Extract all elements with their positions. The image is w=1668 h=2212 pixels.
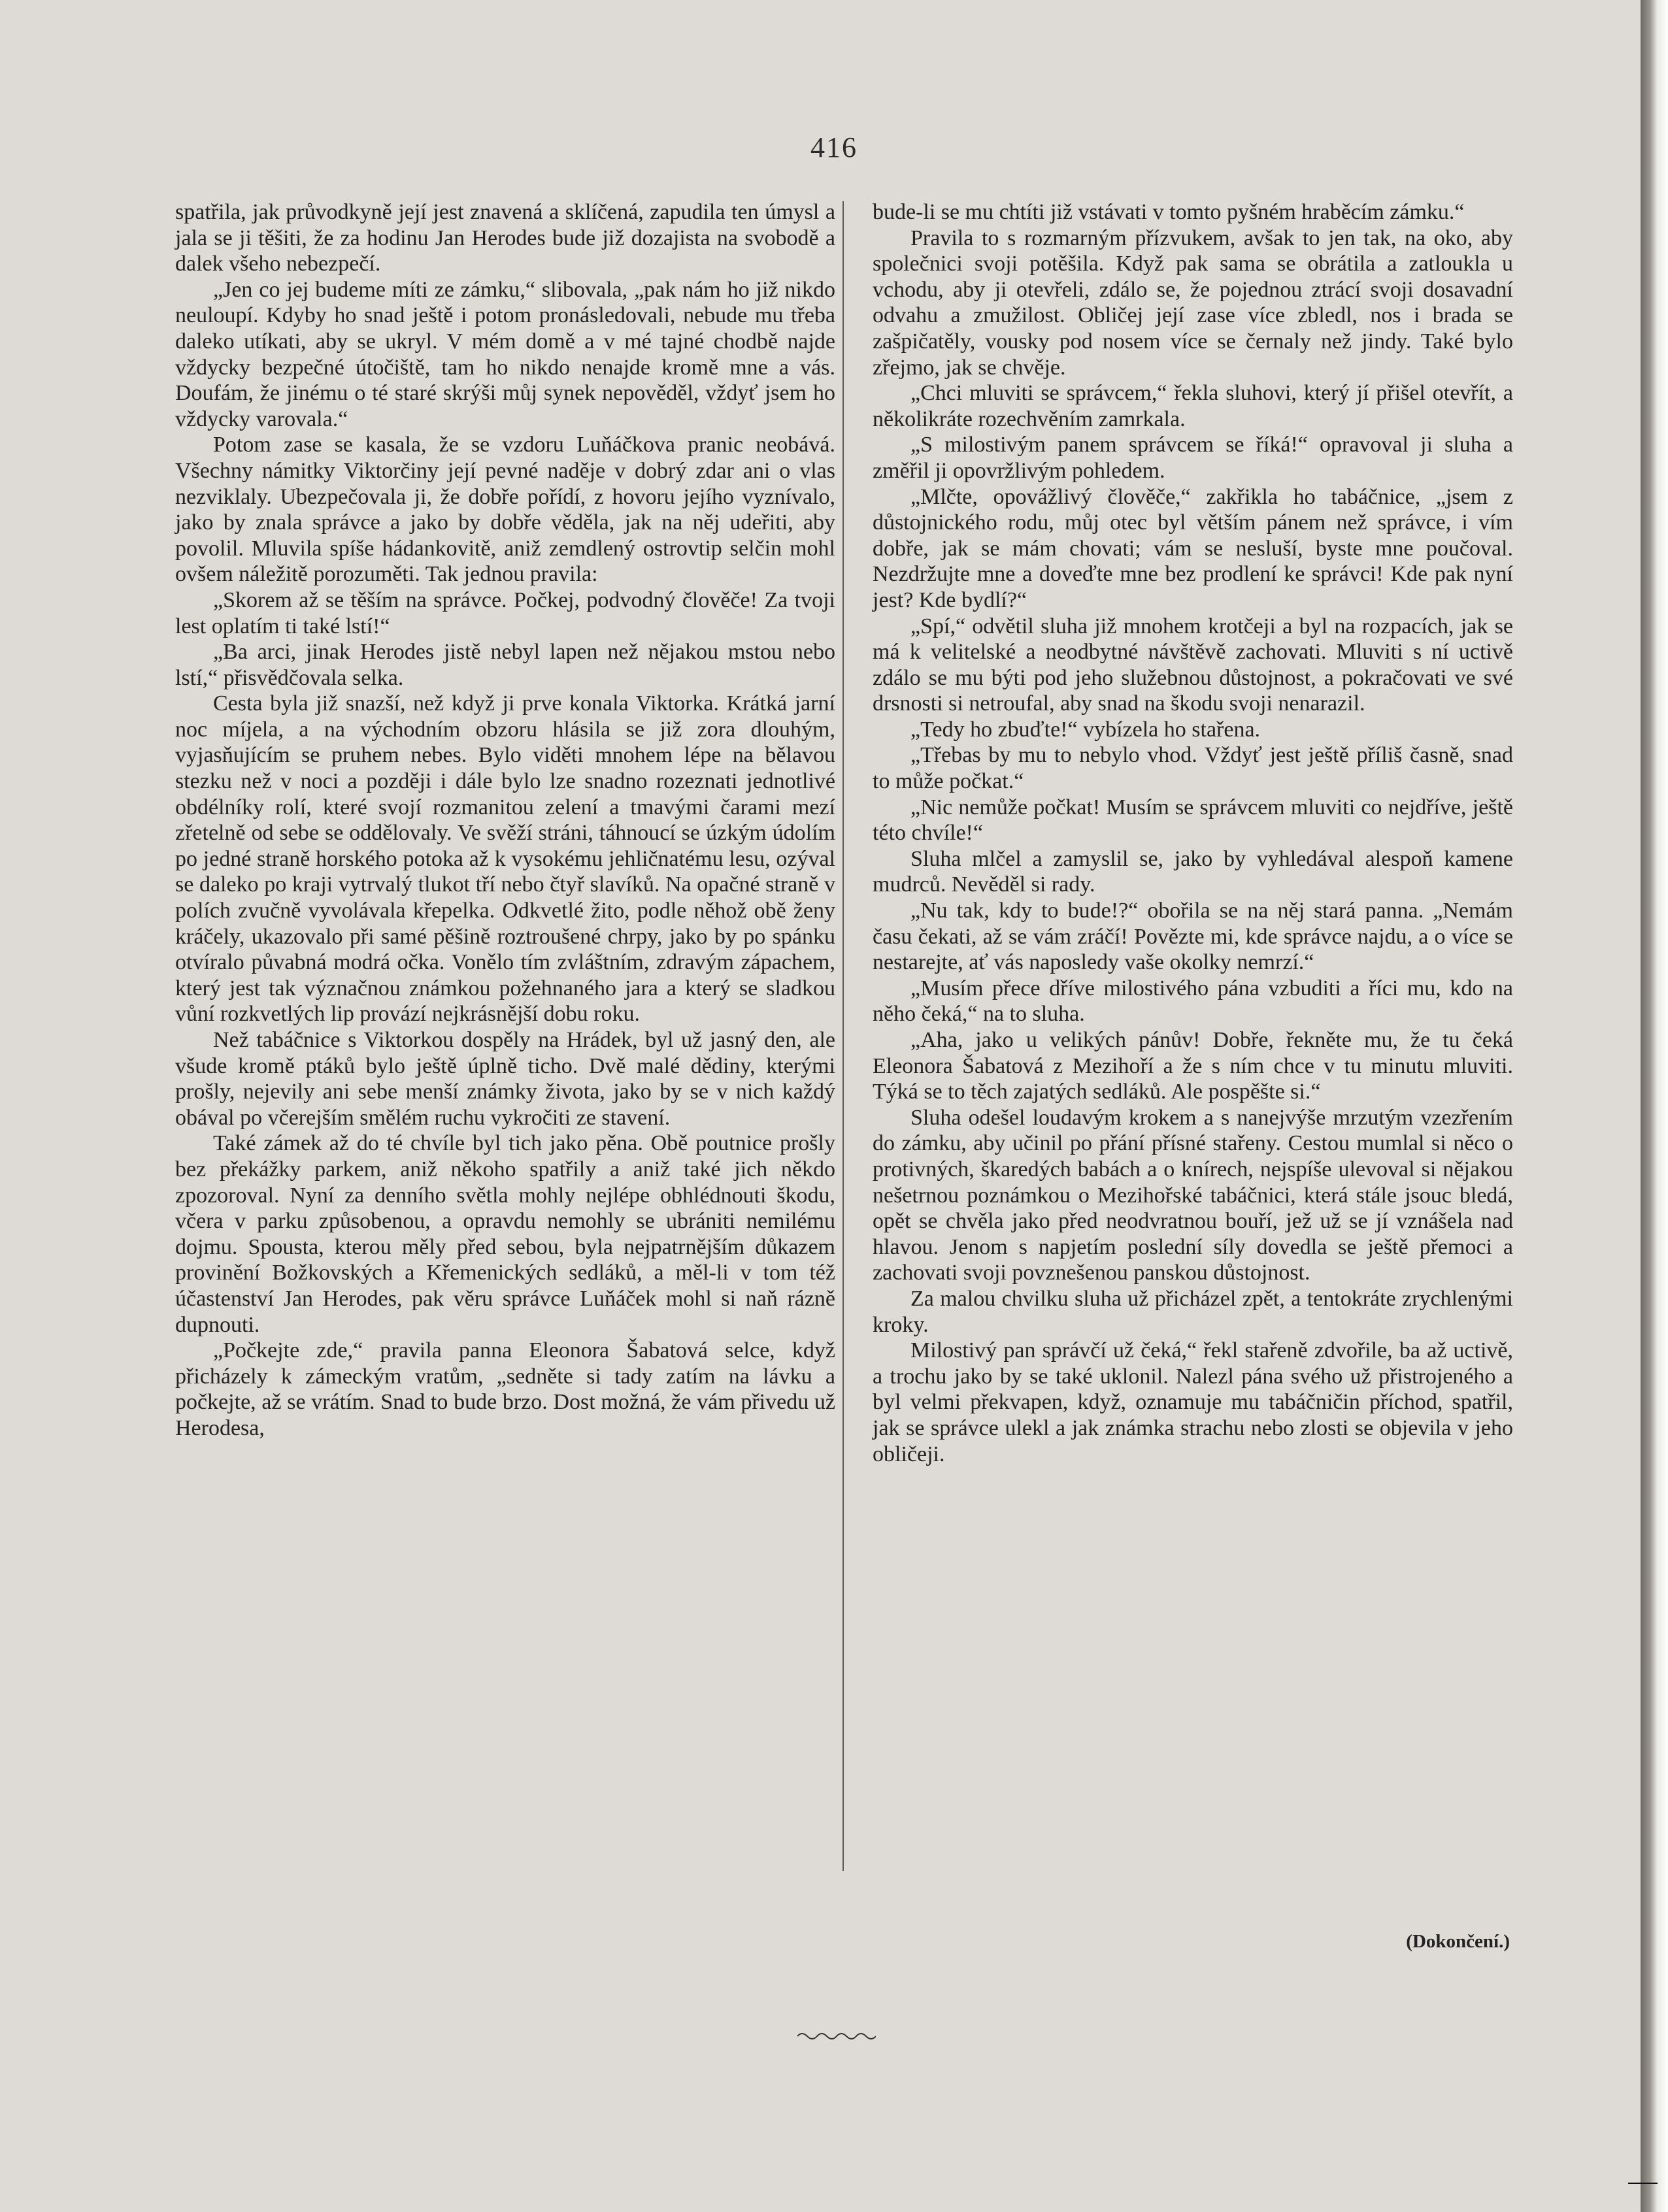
paragraph: „Nic nemůže počkat! Musím se správcem mluviti co nejdříve, ještě této chvíle!“ [873,795,1513,846]
paragraph: Pravila to s rozmarným přízvukem, avšak to jen tak, na oko, aby společnici svoji potěšila. Když pak sama se obrátila a zatloukla u vchodu, aby ji otevřeli, zdálo se, že pojednou ztrácí svoji dosavadní odvahu a zmužilost. Obličej její zase více zbledl, nos i brada se zašpičatěly, vousky pod nosem více se černaly než jindy. Také bylo zřejmo, jak se chvěje. [873,225,1513,380]
paragraph: „Skorem až se těším na správce. Počkej, podvodný člověče! Za tvoji lest oplatím ti také lstí!“ [175,587,835,638]
paragraph: „Počkejte zde,“ pravila panna Eleonora Šabatová selce, když přicházely k zámeckým vratům, „sedněte si tady zatím na lávku a počkejte, až se vrátím. Snad to bude brzo. Dost možná, že vám přivedu už Herodesa, [175,1338,835,1440]
paragraph: Sluha mlčel a zamyslil se, jako by vyhledával alespoň kamene mudrců. Nevěděl si rady. [873,846,1513,897]
paragraph: „S milostivým panem správcem se říká!“ opravoval ji sluha a změřil ji opovržlivým pohledem. [873,433,1513,483]
paragraph: „Jen co jej budeme míti ze zámku,“ slibovala, „pak nám ho již nikdo neuloupí. Kdyby ho snad ještě i potom pronásledovali, nebude mu třeba daleko utíkati, aby se ukryl. V mém domě a v mé tajné chodbě najde vždycky bezpečné útočiště, tam ho nikdo nenajde kromě mne a vás. Doufám, že jinému o té staré skrýši můj synek nepověděl, vždyť jsem ho vždycky varovala.“ [175,277,835,431]
page-number: 416 [810,131,858,163]
paragraph: „Ba arci, jinak Herodes jistě nebyl lapen než nějakou mstou nebo lstí,“ přisvědčovala selka. [175,640,835,690]
paragraph: „Mlčte, opovážlivý člověče,“ zakřikla ho tabáčnice, „jsem z důstojnického rodu, můj otec byl větším pánem než správce, i vím dobře, jak se mám chovati; vám se nesluší, byste mne poučoval. Nezdržujte mne a doveďte mne bez prodlení ke správci! Kde pak nyní jest? Kde bydlí?“ [873,484,1513,612]
paragraph: „Tedy ho zbuďte!“ vybízela ho stařena. [910,717,1261,742]
paragraph: Potom zase se kasala, že se vzdoru Luňáčkova pranic neobává. Všechny námitky Viktorčiny její pevné naděje v dobrý zdar ani o vlas nezviklaly. Ubezpečovala ji, že dobře pořídí, z hovoru jejího vyznívalo, jako by znala správce a jako by dobře věděla, jak na něj udeřiti, aby povolil. Mluvila spíše hádankovitě, aniž zemdlený ostrovtip selčin mohl ovšem náležitě porozuměti. Tak jednou pravila: [175,433,835,587]
continued-note: (Dokončení.) [1406,1931,1510,1952]
paragraph: „Třebas by mu to nebylo vhod. Vždyť jest ještě příliš časně, snad to může počkat.“ [873,743,1513,794]
paragraph: bude-li se mu chtíti již vstávati v tomto pyšném hraběcím zámku.“ [873,200,1465,224]
right-text-column [873,199,1513,1467]
margin-tick [1628,2183,1658,2184]
paragraph: Než tabáčnice s Viktorkou dospěly na Hrádek, byl už jasný den, ale všude kromě ptáků bylo ještě úplně ticho. Dvě malé dědiny, kterými prošly, nejevily ani sebe menší známky života, jako by se v nich každý obával po včerejším smělém ruchu vykročiti ze stavení. [175,1028,835,1130]
wave-ornament-icon [797,2030,876,2043]
paragraph: Cesta byla již snazší, než když ji prve konala Viktorka. Krátká jarní noc míjela, a na východním obzoru hlásila se již zora dlouhým, vyjasňujícím se pruhem nebes. Bylo viděti mnohem lépe na bělavou stezku než v noci a později i dále bylo lze snadno rozeznati jednotlivé obdélníky rolí, které svojí rozmanitou zelení a tmavými čarami mezí zřetelně od sebe se oddělovaly. Ve svěží stráni, táhnoucí se úzkým údolím po jedné straně horského potoka až k vysokému jehličnatému lesu, ozýval se daleko po kraji vytrvalý tlukot tří nebo čtyř slavíků. Na opačné straně v polích zvučně vyvolávala křepelka. Odkvetlé žito, podle něhož obě ženy kráčely, ukazovalo při samé pěšině roztroušené chrpy, jako by po spánku otvíralo půvabná modrá očka. Vonělo tím zvláštním, zdravým zápachem, který jest tak význačnou známkou požehnaného jara a který se sladkou vůní rozkvetlých lip provází nejkrásnější dobu roku. [175,691,835,1027]
page-edge [1641,0,1668,2212]
column-divider [842,201,844,1871]
paragraph: „Musím přece dříve milostivého pána vzbuditi a říci mu, kdo na něho čeká,“ na to sluha. [873,976,1513,1027]
paragraph: spatřila, jak průvodkyně její jest znavená a sklíčená, zapudila ten úmysl a jala se ji těšiti, že za hodinu Jan Herodes bude již dozajista na svobodě a dalek všeho nebezpečí. [175,200,835,276]
paragraph: „Spí,“ odvětil sluha již mnohem krotčeji a byl na rozpacích, jak se má k velitelské a neodbytné návštěvě zachovati. Mluviti s ní uctivě zdálo se mu býti pod jeho služebnou důstojnost, a pokračovati ve své drsnosti si netroufal, aby snad na škodu svoji nenarazil. [873,614,1513,716]
paragraph: „Aha, jako u velikých pánův! Dobře, řekněte mu, že tu čeká Eleonora Šabatová z Mezihoří a že s ním chce v tu minutu mluviti. Týká se to těch zajatých sedláků. Ale pospěšte si.“ [873,1028,1513,1104]
paragraph: „Nu tak, kdy to bude!?“ obořila se na něj stará panna. „Nemám času čekati, až se vám zráčí! Povězte mi, kde správce najdu, a o více se nestarejte, ať vás naposledy vaše okolky nemrzí.“ [873,899,1513,975]
paragraph: Milostivý pan správčí už čeká,“ řekl stařeně zdvořile, ba až uctivě, a trochu jako by se také uklonil. Nalezl pána svého už přistrojeného a byl velmi překvapen, když, oznamuje mu tabáčničin příchod, spatřil, jak se správce ulekl a jak známka strachu nebo zlosti se objevila v jeho obličeji. [873,1338,1513,1466]
paragraph: Za malou chvilku sluha už přicházel zpět, a tentokráte zrychlenými kroky. [873,1286,1513,1337]
paragraph: Sluha odešel loudavým krokem a s nanejvýše mrzutým vzezřením do zámku, aby učinil po přání přísné stařeny. Cestou mumlal si něco o protivných, škaredých babách a o knírech, nejspíše ulevoval si nějakou nešetrnou poznámkou o Mezihořské tabáčnici, která stále jsouc bledá, opět se chvěla jako před neodvratnou bouří, jež už se jí vznášela nad hlavou. Jenom s napjetím poslední síly dovedla se ještě přemoci a zachovati svoji povznešenou panskou důstojnost. [873,1105,1513,1285]
left-text-column [175,199,835,1442]
paragraph: Také zámek až do té chvíle byl tich jako pěna. Obě poutnice prošly bez překážky parkem, aniž někoho spatřily a aniž také jich někdo zpozoroval. Nyní za denního světla mohly nejlépe obhlédnouti škodu, včera v parku způsobenou, a opravdu nemohly se ubrániti nemilému dojmu. Spousta, kterou měly před sebou, byla nejpatrnějším důkazem provinění Božkovských a Křemenických sedláků, a měl-li v tom též účastenství Jan Herodes, pak věru správce Luňáček mohl si naň rázně dupnouti. [175,1131,835,1337]
paragraph: „Chci mluviti se správcem,“ řekla sluhovi, který jí přišel otevřít, a několikráte rozechvěním zamrkala. [873,381,1513,431]
